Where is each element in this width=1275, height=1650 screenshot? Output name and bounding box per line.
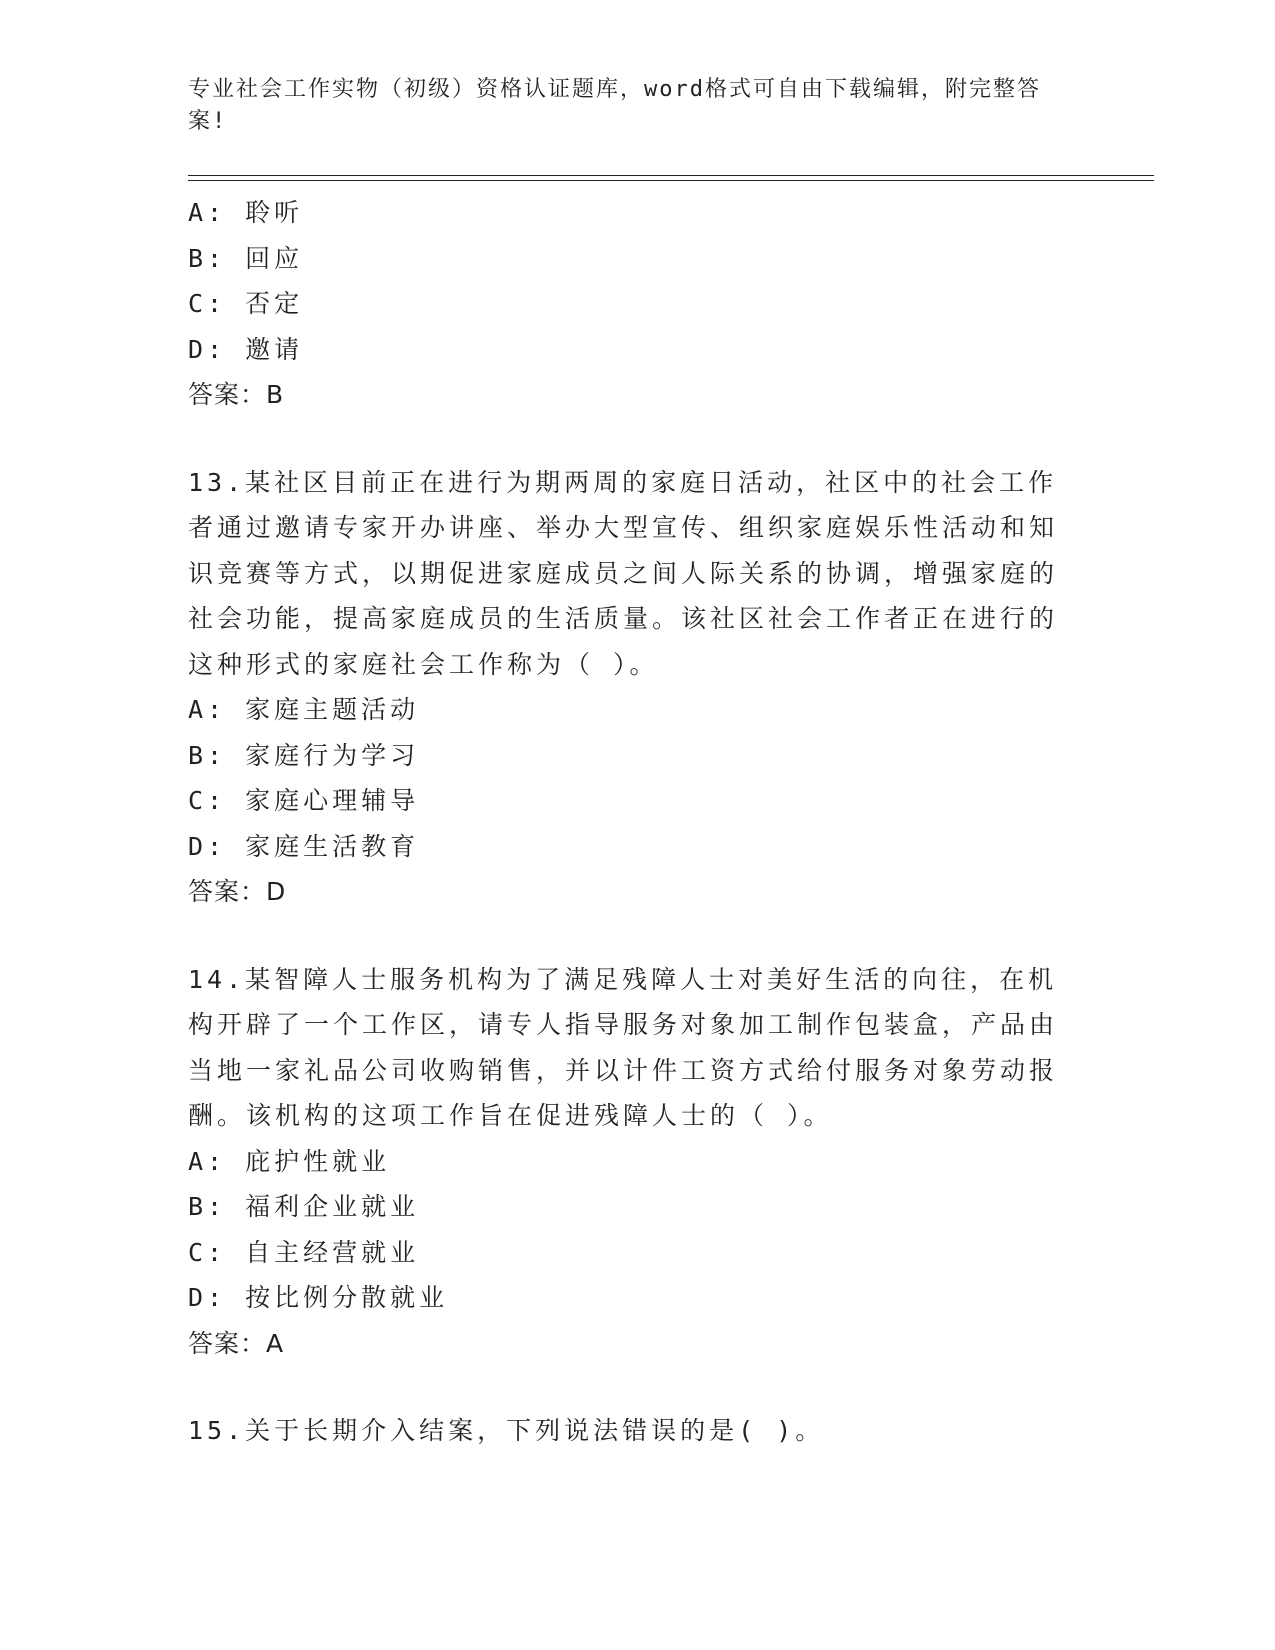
option-b: B: 家庭行为学习	[188, 740, 420, 770]
option-a: A: 聆听	[188, 198, 304, 227]
question-12-continued	[188, 190, 1088, 418]
option-d: D: 邀请	[188, 334, 304, 364]
question-stem: 13.某社区目前正在进行为期两周的家庭日活动，社区中的社会工作者通过邀请专家开办讲座、举办大型宣传、组织家庭娱乐性活动和知识竞赛等方式，以期促进家庭成员之间人际关系的协调，增强家庭的社会功能，提高家庭成员的生活质量。该社区社会工作者正在进行的这种形式的家庭社会工作称为（ ）。	[188, 467, 1059, 679]
header-rule-top	[188, 175, 1154, 176]
option-b: B: 回应	[188, 243, 304, 273]
option-d: D: 按比例分散就业	[188, 1283, 449, 1312]
answer: 答案：D	[188, 877, 287, 906]
option-b: B: 福利企业就业	[188, 1192, 420, 1221]
question-stem: 14.某智障人士服务机构为了满足残障人士对美好生活的向往，在机构开辟了一个工作区，请专人指导服务对象加工制作包装盒，产品由当地一家礼品公司收购销售，并以计件工资方式给付服务对象劳动报酬。该机构的这项工作旨在促进残障人士的（ ）。	[188, 964, 1059, 1130]
answer: 答案：B	[188, 380, 285, 409]
question-stem: 15.关于长期介入结案，下列说法错误的是( )。	[188, 1416, 825, 1445]
option-d: D: 家庭生活教育	[188, 831, 420, 861]
header-rule-bottom	[188, 180, 1154, 181]
answer: 答案：A	[188, 1328, 285, 1358]
option-c: C: 否定	[188, 289, 304, 318]
option-a: A: 家庭主题活动	[188, 695, 420, 724]
question-13	[188, 460, 1088, 915]
option-a: A: 庇护性就业	[188, 1146, 391, 1176]
question-15	[188, 1408, 1088, 1454]
option-c: C: 自主经营就业	[188, 1237, 420, 1267]
question-14	[188, 957, 1088, 1367]
question-list	[188, 190, 1088, 1454]
option-c: C: 家庭心理辅导	[188, 786, 420, 815]
document-intro: 专业社会工作实物（初级）资格认证题库，word格式可自由下载编辑，附完整答案!	[188, 77, 1041, 134]
